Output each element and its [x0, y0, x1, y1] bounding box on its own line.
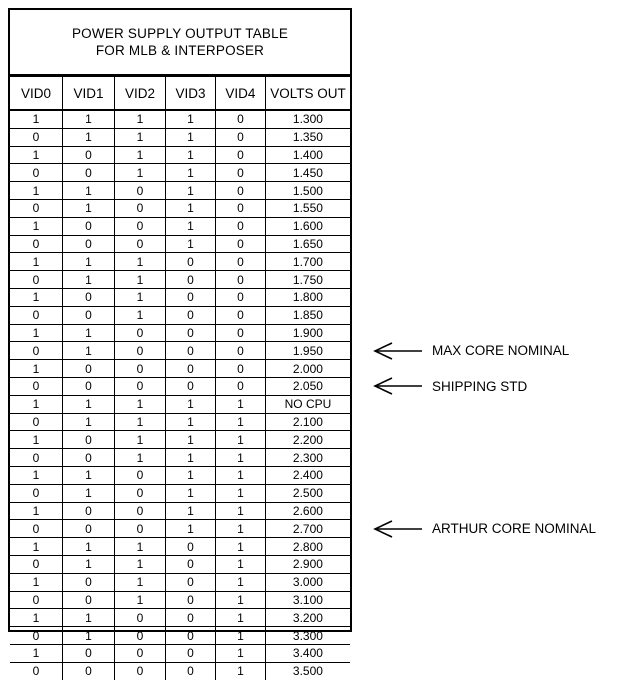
- cell-vid0: 0: [10, 128, 63, 146]
- cell-vid1: 0: [63, 644, 115, 662]
- table-row: [10, 413, 350, 431]
- cell-vid2: 0: [115, 466, 166, 484]
- cell-volts-out: 1.800: [265, 288, 350, 306]
- cell-volts-out: 1.450: [265, 164, 350, 182]
- cell-vid2: 0: [115, 520, 166, 538]
- left-arrow-icon: [372, 519, 424, 539]
- cell-vid1: 0: [63, 591, 115, 609]
- cell-vid3: 1: [165, 235, 215, 253]
- cell-vid3: 1: [165, 182, 215, 200]
- cell-volts-out: 2.200: [265, 431, 350, 449]
- cell-volts-out: 1.400: [265, 146, 350, 164]
- cell-vid1: 0: [63, 662, 115, 679]
- cell-vid2: 1: [115, 413, 166, 431]
- cell-vid0: 1: [10, 217, 63, 235]
- cell-vid4: 0: [215, 342, 265, 360]
- cell-vid3: 1: [165, 449, 215, 467]
- cell-vid1: 1: [63, 182, 115, 200]
- cell-vid1: 1: [63, 555, 115, 573]
- cell-vid4: 1: [215, 395, 265, 413]
- cell-vid0: 0: [10, 377, 63, 395]
- cell-vid0: 1: [10, 146, 63, 164]
- cell-vid1: 0: [63, 235, 115, 253]
- cell-vid0: 0: [10, 449, 63, 467]
- annotation-label: ARTHUR CORE NOMINAL: [432, 521, 597, 537]
- cell-vid2: 1: [115, 395, 166, 413]
- table-row: [10, 466, 350, 484]
- cell-vid1: 1: [63, 609, 115, 627]
- cell-vid1: 0: [63, 360, 115, 378]
- table-row: [10, 217, 350, 235]
- cell-vid2: 1: [115, 449, 166, 467]
- cell-vid2: 1: [115, 128, 166, 146]
- vid-voltage-table: [10, 76, 350, 680]
- cell-volts-out: 1.300: [265, 110, 350, 128]
- cell-volts-out: NO CPU: [265, 395, 350, 413]
- cell-vid2: 1: [115, 573, 166, 591]
- cell-volts-out: 3.200: [265, 609, 350, 627]
- cell-vid2: 0: [115, 644, 166, 662]
- cell-vid4: 1: [215, 502, 265, 520]
- cell-vid0: 0: [10, 520, 63, 538]
- cell-vid3: 0: [165, 360, 215, 378]
- cell-vid4: 1: [215, 644, 265, 662]
- cell-volts-out: 1.350: [265, 128, 350, 146]
- table-row: [10, 431, 350, 449]
- cell-vid0: 1: [10, 609, 63, 627]
- annotation-label: SHIPPING STD: [432, 378, 528, 394]
- cell-vid0: 1: [10, 466, 63, 484]
- cell-volts-out: 1.650: [265, 235, 350, 253]
- table-row: [10, 520, 350, 538]
- cell-volts-out: 1.850: [265, 306, 350, 324]
- table-row: [10, 182, 350, 200]
- cell-volts-out: 2.300: [265, 449, 350, 467]
- table-row: [10, 271, 350, 289]
- cell-vid4: 0: [215, 110, 265, 128]
- cell-vid1: 0: [63, 377, 115, 395]
- cell-vid3: 0: [165, 627, 215, 645]
- cell-vid1: 0: [63, 573, 115, 591]
- cell-vid2: 0: [115, 199, 166, 217]
- cell-vid1: 1: [63, 271, 115, 289]
- table-row: [10, 342, 350, 360]
- cell-vid4: 0: [215, 199, 265, 217]
- table-row: [10, 484, 350, 502]
- header-volts-out: VOLTS OUT: [265, 77, 350, 111]
- cell-vid4: 0: [215, 146, 265, 164]
- cell-volts-out: 2.400: [265, 466, 350, 484]
- cell-vid2: 0: [115, 182, 166, 200]
- cell-vid4: 1: [215, 555, 265, 573]
- cell-vid4: 1: [215, 520, 265, 538]
- cell-vid1: 0: [63, 217, 115, 235]
- cell-vid0: 1: [10, 253, 63, 271]
- cell-vid4: 0: [215, 217, 265, 235]
- cell-vid4: 1: [215, 573, 265, 591]
- annotation: [372, 519, 596, 539]
- cell-vid2: 0: [115, 217, 166, 235]
- cell-vid3: 1: [165, 502, 215, 520]
- table-row: [10, 324, 350, 342]
- table-row: [10, 377, 350, 395]
- cell-vid0: 1: [10, 538, 63, 556]
- cell-vid2: 1: [115, 271, 166, 289]
- cell-vid4: 1: [215, 662, 265, 679]
- cell-vid4: 1: [215, 466, 265, 484]
- cell-vid3: 0: [165, 271, 215, 289]
- cell-vid2: 0: [115, 324, 166, 342]
- cell-vid3: 1: [165, 395, 215, 413]
- cell-vid2: 1: [115, 431, 166, 449]
- table-row: [10, 146, 350, 164]
- left-arrow-icon: [372, 376, 424, 396]
- table-row: [10, 110, 350, 128]
- table-row: [10, 627, 350, 645]
- cell-volts-out: 1.500: [265, 182, 350, 200]
- cell-vid4: 0: [215, 182, 265, 200]
- table-row: [10, 502, 350, 520]
- cell-vid1: 0: [63, 146, 115, 164]
- cell-vid2: 1: [115, 306, 166, 324]
- table-row: [10, 306, 350, 324]
- cell-vid1: 1: [63, 627, 115, 645]
- header-row: [10, 77, 350, 111]
- cell-vid0: 1: [10, 182, 63, 200]
- table-row: [10, 449, 350, 467]
- cell-vid2: 0: [115, 609, 166, 627]
- table-row: [10, 235, 350, 253]
- cell-vid1: 0: [63, 502, 115, 520]
- cell-volts-out: 2.600: [265, 502, 350, 520]
- cell-vid0: 1: [10, 110, 63, 128]
- table-row: [10, 538, 350, 556]
- cell-vid0: 0: [10, 199, 63, 217]
- cell-vid0: 1: [10, 324, 63, 342]
- cell-volts-out: 2.700: [265, 520, 350, 538]
- cell-vid2: 1: [115, 110, 166, 128]
- cell-volts-out: 2.500: [265, 484, 350, 502]
- cell-vid3: 0: [165, 538, 215, 556]
- cell-volts-out: 1.950: [265, 342, 350, 360]
- cell-volts-out: 3.100: [265, 591, 350, 609]
- cell-volts-out: 2.050: [265, 377, 350, 395]
- table-row: [10, 253, 350, 271]
- cell-vid1: 0: [63, 449, 115, 467]
- cell-vid2: 0: [115, 342, 166, 360]
- cell-vid2: 0: [115, 662, 166, 679]
- cell-vid1: 0: [63, 288, 115, 306]
- cell-volts-out: 3.500: [265, 662, 350, 679]
- cell-vid4: 0: [215, 377, 265, 395]
- table-row: [10, 573, 350, 591]
- cell-vid0: 1: [10, 395, 63, 413]
- cell-vid1: 1: [63, 110, 115, 128]
- cell-vid0: 0: [10, 627, 63, 645]
- table-row: [10, 662, 350, 679]
- cell-vid4: 1: [215, 627, 265, 645]
- cell-volts-out: 1.600: [265, 217, 350, 235]
- annotation: [372, 376, 527, 396]
- cell-vid1: 1: [63, 466, 115, 484]
- table-body: [10, 110, 350, 680]
- cell-vid2: 1: [115, 288, 166, 306]
- cell-volts-out: 3.000: [265, 573, 350, 591]
- cell-vid4: 1: [215, 431, 265, 449]
- header-vid2: VID2: [115, 77, 166, 111]
- table-row: [10, 128, 350, 146]
- cell-vid2: 1: [115, 591, 166, 609]
- cell-vid2: 0: [115, 627, 166, 645]
- cell-vid1: 1: [63, 199, 115, 217]
- cell-vid2: 0: [115, 502, 166, 520]
- cell-vid0: 1: [10, 502, 63, 520]
- cell-vid1: 0: [63, 520, 115, 538]
- table-row: [10, 164, 350, 182]
- cell-vid1: 1: [63, 395, 115, 413]
- cell-vid0: 0: [10, 235, 63, 253]
- cell-vid4: 1: [215, 591, 265, 609]
- cell-vid1: 0: [63, 306, 115, 324]
- cell-vid3: 1: [165, 164, 215, 182]
- table-row: [10, 199, 350, 217]
- cell-vid1: 1: [63, 128, 115, 146]
- cell-vid3: 1: [165, 217, 215, 235]
- cell-vid3: 0: [165, 644, 215, 662]
- cell-vid0: 0: [10, 555, 63, 573]
- cell-vid0: 1: [10, 644, 63, 662]
- cell-vid2: 0: [115, 360, 166, 378]
- header-vid1: VID1: [63, 77, 115, 111]
- cell-vid0: 0: [10, 591, 63, 609]
- cell-vid3: 1: [165, 146, 215, 164]
- cell-vid4: 1: [215, 449, 265, 467]
- cell-vid1: 0: [63, 431, 115, 449]
- cell-vid3: 1: [165, 110, 215, 128]
- cell-volts-out: 2.100: [265, 413, 350, 431]
- cell-vid0: 0: [10, 164, 63, 182]
- cell-volts-out: 2.900: [265, 555, 350, 573]
- cell-vid0: 0: [10, 342, 63, 360]
- cell-vid3: 1: [165, 128, 215, 146]
- cell-vid3: 1: [165, 413, 215, 431]
- cell-vid4: 0: [215, 324, 265, 342]
- cell-vid3: 0: [165, 609, 215, 627]
- cell-vid0: 0: [10, 413, 63, 431]
- cell-vid3: 0: [165, 253, 215, 271]
- cell-vid1: 1: [63, 253, 115, 271]
- table-row: [10, 591, 350, 609]
- cell-vid0: 1: [10, 573, 63, 591]
- cell-volts-out: 2.800: [265, 538, 350, 556]
- cell-vid0: 0: [10, 662, 63, 679]
- table-title: [10, 10, 350, 76]
- cell-vid2: 0: [115, 484, 166, 502]
- cell-vid2: 0: [115, 235, 166, 253]
- power-supply-table-sheet: [8, 8, 352, 679]
- cell-vid4: 0: [215, 271, 265, 289]
- cell-vid4: 1: [215, 609, 265, 627]
- cell-vid2: 1: [115, 146, 166, 164]
- title-line-2: FOR MLB & INTERPOSER: [95, 43, 265, 58]
- table-row: [10, 288, 350, 306]
- header-vid3: VID3: [165, 77, 215, 111]
- cell-vid0: 1: [10, 288, 63, 306]
- cell-vid4: 1: [215, 538, 265, 556]
- cell-vid0: 0: [10, 271, 63, 289]
- cell-vid3: 0: [165, 662, 215, 679]
- cell-vid3: 0: [165, 306, 215, 324]
- cell-vid3: 0: [165, 342, 215, 360]
- cell-vid3: 0: [165, 591, 215, 609]
- cell-vid2: 1: [115, 253, 166, 271]
- cell-volts-out: 2.000: [265, 360, 350, 378]
- cell-vid2: 1: [115, 538, 166, 556]
- cell-vid4: 0: [215, 360, 265, 378]
- annotation-label: MAX CORE NOMINAL: [432, 343, 570, 359]
- cell-volts-out: 1.900: [265, 324, 350, 342]
- title-line-1: POWER SUPPLY OUTPUT TABLE: [71, 26, 289, 41]
- table-row: [10, 360, 350, 378]
- cell-volts-out: 3.400: [265, 644, 350, 662]
- cell-vid2: 1: [115, 555, 166, 573]
- cell-vid1: 1: [63, 538, 115, 556]
- left-arrow-icon: [372, 341, 424, 361]
- cell-vid0: 0: [10, 484, 63, 502]
- cell-vid4: 0: [215, 164, 265, 182]
- table-row: [10, 555, 350, 573]
- cell-vid4: 0: [215, 128, 265, 146]
- cell-vid0: 0: [10, 306, 63, 324]
- cell-vid4: 0: [215, 235, 265, 253]
- cell-vid2: 1: [115, 164, 166, 182]
- cell-vid1: 1: [63, 324, 115, 342]
- cell-vid4: 0: [215, 253, 265, 271]
- cell-volts-out: 3.300: [265, 627, 350, 645]
- cell-vid2: 0: [115, 377, 166, 395]
- table-row: [10, 644, 350, 662]
- cell-vid0: 1: [10, 431, 63, 449]
- cell-vid3: 0: [165, 555, 215, 573]
- cell-vid4: 0: [215, 288, 265, 306]
- cell-vid3: 0: [165, 288, 215, 306]
- cell-volts-out: 1.550: [265, 199, 350, 217]
- cell-vid3: 1: [165, 199, 215, 217]
- table-row: [10, 395, 350, 413]
- cell-vid1: 0: [63, 164, 115, 182]
- header-vid4: VID4: [215, 77, 265, 111]
- header-vid0: VID0: [10, 77, 63, 111]
- cell-vid3: 0: [165, 573, 215, 591]
- cell-volts-out: 1.700: [265, 253, 350, 271]
- annotation: [372, 341, 569, 361]
- cell-vid0: 1: [10, 360, 63, 378]
- cell-vid4: 1: [215, 413, 265, 431]
- table-row: [10, 609, 350, 627]
- cell-vid3: 0: [165, 377, 215, 395]
- cell-vid3: 1: [165, 466, 215, 484]
- cell-vid4: 1: [215, 484, 265, 502]
- cell-volts-out: 1.750: [265, 271, 350, 289]
- cell-vid4: 0: [215, 306, 265, 324]
- cell-vid3: 1: [165, 520, 215, 538]
- cell-vid1: 1: [63, 413, 115, 431]
- cell-vid3: 0: [165, 324, 215, 342]
- cell-vid3: 1: [165, 484, 215, 502]
- cell-vid1: 1: [63, 484, 115, 502]
- cell-vid3: 1: [165, 431, 215, 449]
- cell-vid1: 1: [63, 342, 115, 360]
